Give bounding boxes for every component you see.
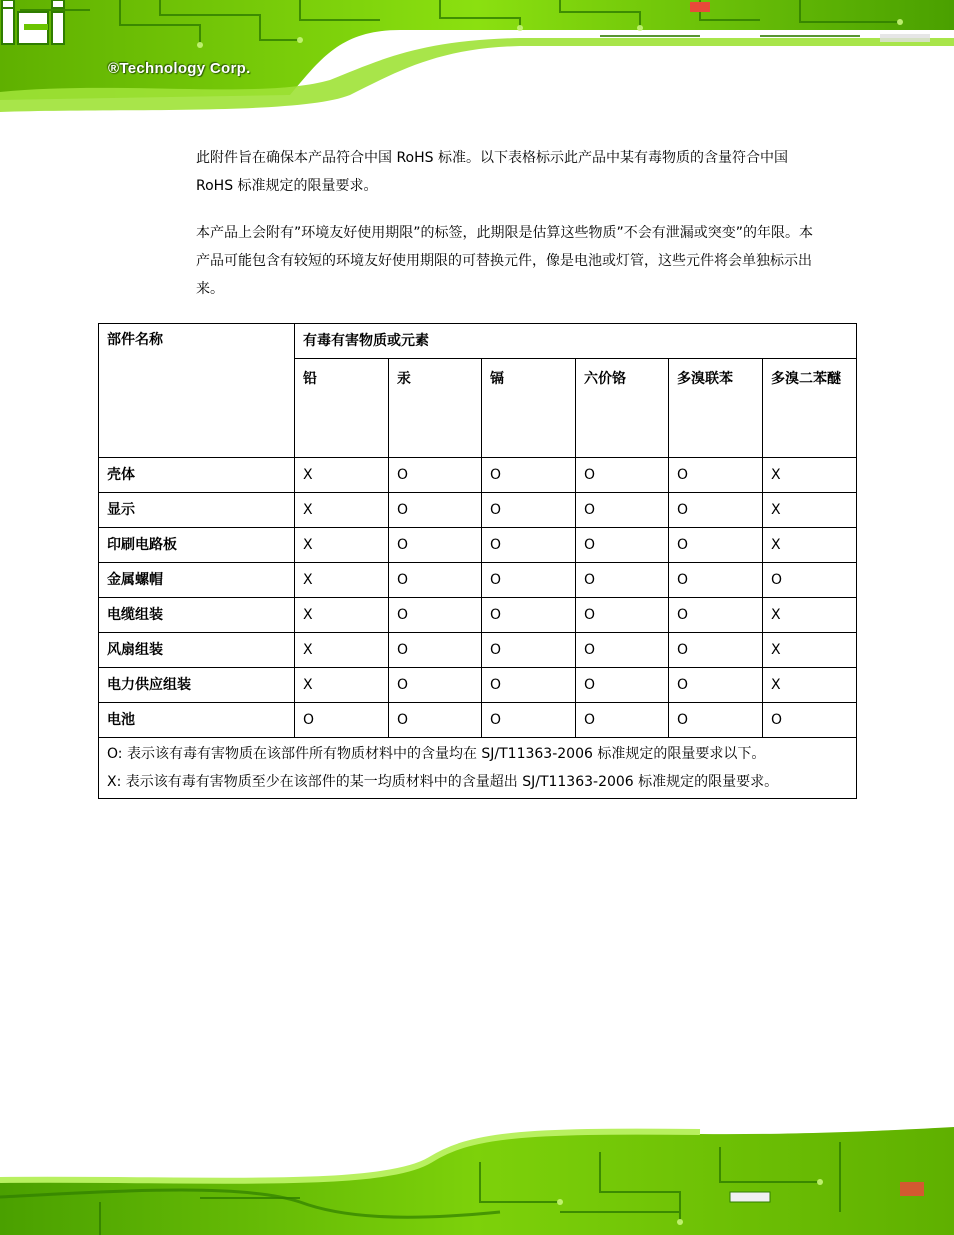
substance-value-cell: O xyxy=(389,458,482,493)
substance-value-cell: X xyxy=(763,668,857,703)
substance-value-cell: O xyxy=(389,703,482,738)
part-name-header: 部件名称 xyxy=(99,324,295,458)
substance-value-cell: X xyxy=(295,458,389,493)
substance-value-cell: O xyxy=(389,563,482,598)
note-o: O: 表示该有毒有害物质在该部件所有物质材料中的含量均在 SJ/T11363-2006 标准规定的限量要求以下。 xyxy=(107,746,766,762)
substance-value-cell: O xyxy=(482,668,576,703)
substance-value-cell: O xyxy=(576,563,669,598)
substance-value-cell: O xyxy=(669,633,763,668)
company-name: ®Technology Corp. xyxy=(108,60,251,77)
substance-cadmium: 镉 xyxy=(482,359,576,458)
substance-value-cell: O xyxy=(389,528,482,563)
substance-value-cell: O xyxy=(482,528,576,563)
substance-value-cell: O xyxy=(576,493,669,528)
substance-value-cell: O xyxy=(576,458,669,493)
substance-value-cell: O xyxy=(389,598,482,633)
intro-paragraph: 此附件旨在确保本产品符合中国 RoHS 标准。以下表格标示此产品中某有毒物质的含量符合中国 RoHS 标准规定的限量要求。 xyxy=(196,150,788,194)
substance-value-cell: O xyxy=(763,703,857,738)
substance-chromium: 六价铬 xyxy=(576,359,669,458)
table-row xyxy=(99,458,857,493)
part-name-cell: 风扇组装 xyxy=(99,633,295,668)
footer-banner xyxy=(0,1122,954,1235)
substance-header: 有毒有害物质或元素 xyxy=(295,324,857,359)
substance-value-cell: O xyxy=(576,703,669,738)
table-row xyxy=(99,633,857,668)
circuit-board-footer xyxy=(0,1122,954,1235)
substance-value-cell: O xyxy=(763,563,857,598)
header-banner xyxy=(0,0,954,112)
table-row xyxy=(99,563,857,598)
circuit-board-banner xyxy=(0,0,954,112)
substance-value-cell: O xyxy=(482,493,576,528)
substance-value-cell: O xyxy=(482,598,576,633)
substance-value-cell: O xyxy=(482,458,576,493)
part-name-cell: 电力供应组装 xyxy=(99,668,295,703)
substance-value-cell: O xyxy=(669,563,763,598)
substance-lead: 铅 xyxy=(295,359,389,458)
table-row xyxy=(99,703,857,738)
substance-value-cell: X xyxy=(763,493,857,528)
substance-value-cell: X xyxy=(295,668,389,703)
substance-value-cell: O xyxy=(389,668,482,703)
substance-value-cell: O xyxy=(482,703,576,738)
table-row xyxy=(99,598,857,633)
iei-logo-icon xyxy=(0,0,70,48)
substance-value-cell: X xyxy=(763,458,857,493)
substance-value-cell: O xyxy=(295,703,389,738)
substance-value-cell: O xyxy=(669,598,763,633)
substance-value-cell: O xyxy=(669,703,763,738)
substance-value-cell: O xyxy=(389,633,482,668)
part-name-cell: 金属螺帽 xyxy=(99,563,295,598)
substance-value-cell: O xyxy=(669,493,763,528)
substance-value-cell: X xyxy=(295,493,389,528)
table-row xyxy=(99,528,857,563)
substance-value-cell: O xyxy=(389,493,482,528)
part-name-cell: 壳体 xyxy=(99,458,295,493)
substance-value-cell: O xyxy=(576,598,669,633)
part-name-cell: 印刷电路板 xyxy=(99,528,295,563)
substance-value-cell: O xyxy=(669,458,763,493)
part-name-cell: 电缆组装 xyxy=(99,598,295,633)
table-row xyxy=(99,668,857,703)
substance-mercury: 汞 xyxy=(389,359,482,458)
substance-value-cell: O xyxy=(576,528,669,563)
eco-period-paragraph: 本产品上会附有”环境友好使用期限”的标签，此期限是估算这些物质”不会有泄漏或突变”的年限。本产品可能包含有较短的环境友好使用期限的可替换元件，像是电池或灯管，这些元件将会单独标示出来。 xyxy=(196,225,814,297)
table-notes xyxy=(99,738,857,799)
part-name-cell: 电池 xyxy=(99,703,295,738)
substance-value-cell: X xyxy=(295,563,389,598)
note-x: X: 表示该有毒有害物质至少在该部件的某一均质材料中的含量超出 SJ/T11363-2006 标准规定的限量要求。 xyxy=(107,774,779,790)
substance-value-cell: X xyxy=(763,598,857,633)
substance-value-cell: X xyxy=(763,633,857,668)
substance-pbb: 多溴联苯 xyxy=(669,359,763,458)
substance-value-cell: O xyxy=(482,633,576,668)
substance-value-cell: O xyxy=(669,668,763,703)
substance-value-cell: O xyxy=(576,668,669,703)
substance-value-cell: O xyxy=(576,633,669,668)
substance-pbde: 多溴二苯醚 xyxy=(763,359,857,458)
table-row xyxy=(99,493,857,528)
substance-value-cell: X xyxy=(295,528,389,563)
substance-value-cell: O xyxy=(669,528,763,563)
substance-value-cell: O xyxy=(482,563,576,598)
substance-value-cell: X xyxy=(763,528,857,563)
substance-value-cell: X xyxy=(295,633,389,668)
substance-value-cell: X xyxy=(295,598,389,633)
rohs-substance-table xyxy=(98,323,857,799)
part-name-cell: 显示 xyxy=(99,493,295,528)
